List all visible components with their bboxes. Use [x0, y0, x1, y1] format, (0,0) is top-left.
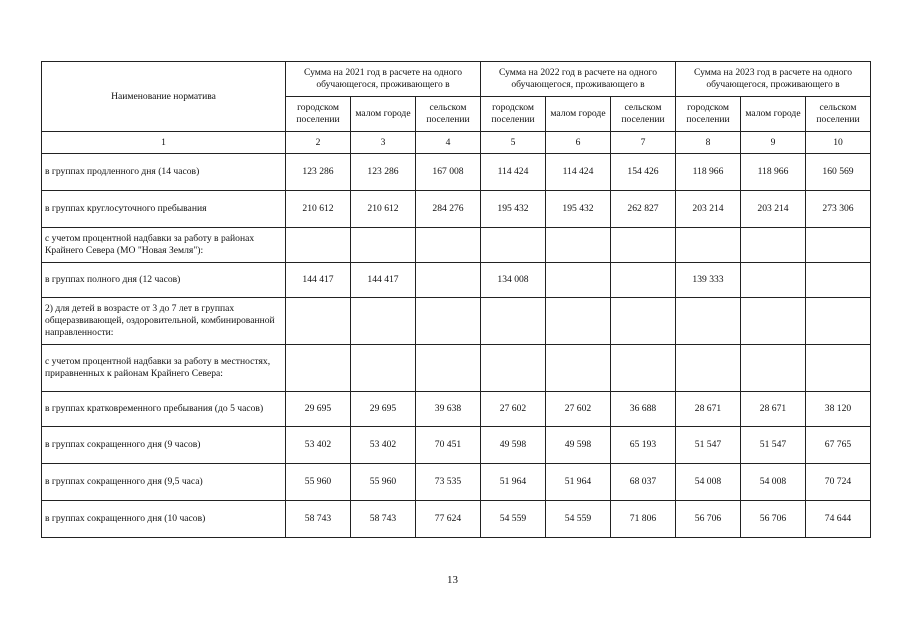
table-row — [42, 228, 871, 263]
value-cell: 55 960 — [351, 464, 416, 501]
row-label: в группах сокращенного дня (10 часов) — [42, 501, 286, 538]
column-number: 4 — [416, 132, 481, 154]
table-row — [42, 392, 871, 427]
table-row — [42, 345, 871, 392]
value-cell: 51 547 — [676, 427, 741, 464]
row-label: в группах сокращенного дня (9 часов) — [42, 427, 286, 464]
table-row — [42, 263, 871, 298]
table-row — [42, 298, 871, 345]
value-cell — [481, 345, 546, 392]
value-cell: 203 214 — [741, 191, 806, 228]
group-header-row — [42, 62, 871, 97]
value-cell: 167 008 — [416, 154, 481, 191]
value-cell — [416, 345, 481, 392]
value-cell: 195 432 — [546, 191, 611, 228]
value-cell: 71 806 — [611, 501, 676, 538]
value-cell — [676, 298, 741, 345]
value-cell — [351, 228, 416, 263]
value-cell: 70 724 — [806, 464, 871, 501]
value-cell: 58 743 — [286, 501, 351, 538]
table-row — [42, 464, 871, 501]
sub-header: городском поселении — [481, 97, 546, 132]
value-cell: 134 008 — [481, 263, 546, 298]
value-cell: 284 276 — [416, 191, 481, 228]
value-cell: 54 008 — [676, 464, 741, 501]
value-cell: 58 743 — [351, 501, 416, 538]
table-row — [42, 154, 871, 191]
row-label: в группах сокращенного дня (9,5 часа) — [42, 464, 286, 501]
value-cell: 49 598 — [546, 427, 611, 464]
value-cell — [741, 263, 806, 298]
sub-header: малом городе — [546, 97, 611, 132]
table-row — [42, 501, 871, 538]
value-cell: 210 612 — [286, 191, 351, 228]
value-cell — [806, 345, 871, 392]
value-cell: 68 037 — [611, 464, 676, 501]
value-cell: 114 424 — [546, 154, 611, 191]
value-cell: 74 644 — [806, 501, 871, 538]
value-cell: 154 426 — [611, 154, 676, 191]
value-cell: 53 402 — [286, 427, 351, 464]
value-cell — [741, 228, 806, 263]
row-label: с учетом процентной надбавки за работу в районах Крайнего Севера (МО "Новая Земля"): — [42, 228, 286, 263]
table-body — [42, 154, 871, 538]
sub-header: сельском поселении — [806, 97, 871, 132]
value-cell: 51 547 — [741, 427, 806, 464]
value-cell: 39 638 — [416, 392, 481, 427]
value-cell: 27 602 — [481, 392, 546, 427]
value-cell — [416, 298, 481, 345]
column-number: 10 — [806, 132, 871, 154]
value-cell: 53 402 — [351, 427, 416, 464]
value-cell: 195 432 — [481, 191, 546, 228]
column-number: 6 — [546, 132, 611, 154]
value-cell — [286, 345, 351, 392]
row-label: с учетом процентной надбавки за работу в местностях, приравненных к районам Крайнего Севера: — [42, 345, 286, 392]
value-cell — [741, 298, 806, 345]
value-cell: 36 688 — [611, 392, 676, 427]
value-cell — [546, 228, 611, 263]
column-number: 9 — [741, 132, 806, 154]
value-cell: 51 964 — [481, 464, 546, 501]
row-label: в группах продленного дня (14 часов) — [42, 154, 286, 191]
value-cell — [546, 263, 611, 298]
value-cell — [351, 298, 416, 345]
page-number: 13 — [447, 574, 458, 586]
value-cell: 54 559 — [546, 501, 611, 538]
value-cell — [481, 298, 546, 345]
value-cell: 28 671 — [676, 392, 741, 427]
value-cell — [676, 345, 741, 392]
value-cell: 160 569 — [806, 154, 871, 191]
column-number-row — [42, 132, 871, 154]
value-cell: 38 120 — [806, 392, 871, 427]
value-cell: 262 827 — [611, 191, 676, 228]
value-cell: 73 535 — [416, 464, 481, 501]
value-cell: 139 333 — [676, 263, 741, 298]
value-cell: 144 417 — [351, 263, 416, 298]
value-cell: 54 559 — [481, 501, 546, 538]
column-number: 7 — [611, 132, 676, 154]
value-cell: 56 706 — [741, 501, 806, 538]
value-cell: 118 966 — [676, 154, 741, 191]
value-cell — [546, 298, 611, 345]
value-cell: 210 612 — [351, 191, 416, 228]
sub-header: сельском поселении — [416, 97, 481, 132]
sub-header: сельском поселении — [611, 97, 676, 132]
row-label: в группах круглосуточного пребывания — [42, 191, 286, 228]
value-cell — [611, 298, 676, 345]
value-cell: 273 306 — [806, 191, 871, 228]
group-header-2023: Сумма на 2023 год в расчете на одного обучающегося, проживающего в — [676, 62, 871, 97]
row-label: в группах кратковременного пребывания (до 5 часов) — [42, 392, 286, 427]
name-header: Наименование норматива — [42, 62, 286, 132]
value-cell: 28 671 — [741, 392, 806, 427]
value-cell — [611, 228, 676, 263]
value-cell: 27 602 — [546, 392, 611, 427]
table-row — [42, 427, 871, 464]
column-number: 3 — [351, 132, 416, 154]
group-header-2021: Сумма на 2021 год в расчете на одного обучающегося, проживающего в — [286, 62, 481, 97]
value-cell: 65 193 — [611, 427, 676, 464]
value-cell — [286, 228, 351, 263]
normative-table — [41, 61, 871, 538]
value-cell — [286, 298, 351, 345]
value-cell — [806, 228, 871, 263]
value-cell — [611, 345, 676, 392]
table-row — [42, 191, 871, 228]
column-number: 1 — [42, 132, 286, 154]
value-cell — [546, 345, 611, 392]
value-cell: 77 624 — [416, 501, 481, 538]
value-cell: 29 695 — [286, 392, 351, 427]
group-header-2022: Сумма на 2022 год в расчете на одного обучающегося, проживающего в — [481, 62, 676, 97]
value-cell: 29 695 — [351, 392, 416, 427]
value-cell — [611, 263, 676, 298]
value-cell — [416, 263, 481, 298]
sub-header: городском поселении — [286, 97, 351, 132]
value-cell: 123 286 — [286, 154, 351, 191]
value-cell: 118 966 — [741, 154, 806, 191]
sub-header: городском поселении — [676, 97, 741, 132]
value-cell: 54 008 — [741, 464, 806, 501]
value-cell — [806, 263, 871, 298]
value-cell: 203 214 — [676, 191, 741, 228]
row-label: в группах полного дня (12 часов) — [42, 263, 286, 298]
sub-header: малом городе — [351, 97, 416, 132]
sub-header: малом городе — [741, 97, 806, 132]
column-number: 5 — [481, 132, 546, 154]
value-cell: 49 598 — [481, 427, 546, 464]
value-cell: 144 417 — [286, 263, 351, 298]
value-cell — [676, 228, 741, 263]
value-cell — [481, 228, 546, 263]
value-cell — [741, 345, 806, 392]
value-cell — [416, 228, 481, 263]
row-label: 2) для детей в возрасте от 3 до 7 лет в группах общеразвивающей, оздоровительной, комбинированной направленности: — [42, 298, 286, 345]
column-number: 2 — [286, 132, 351, 154]
value-cell: 67 765 — [806, 427, 871, 464]
value-cell — [806, 298, 871, 345]
value-cell: 55 960 — [286, 464, 351, 501]
value-cell — [351, 345, 416, 392]
column-number: 8 — [676, 132, 741, 154]
value-cell: 70 451 — [416, 427, 481, 464]
value-cell: 114 424 — [481, 154, 546, 191]
value-cell: 123 286 — [351, 154, 416, 191]
value-cell: 51 964 — [546, 464, 611, 501]
value-cell: 56 706 — [676, 501, 741, 538]
